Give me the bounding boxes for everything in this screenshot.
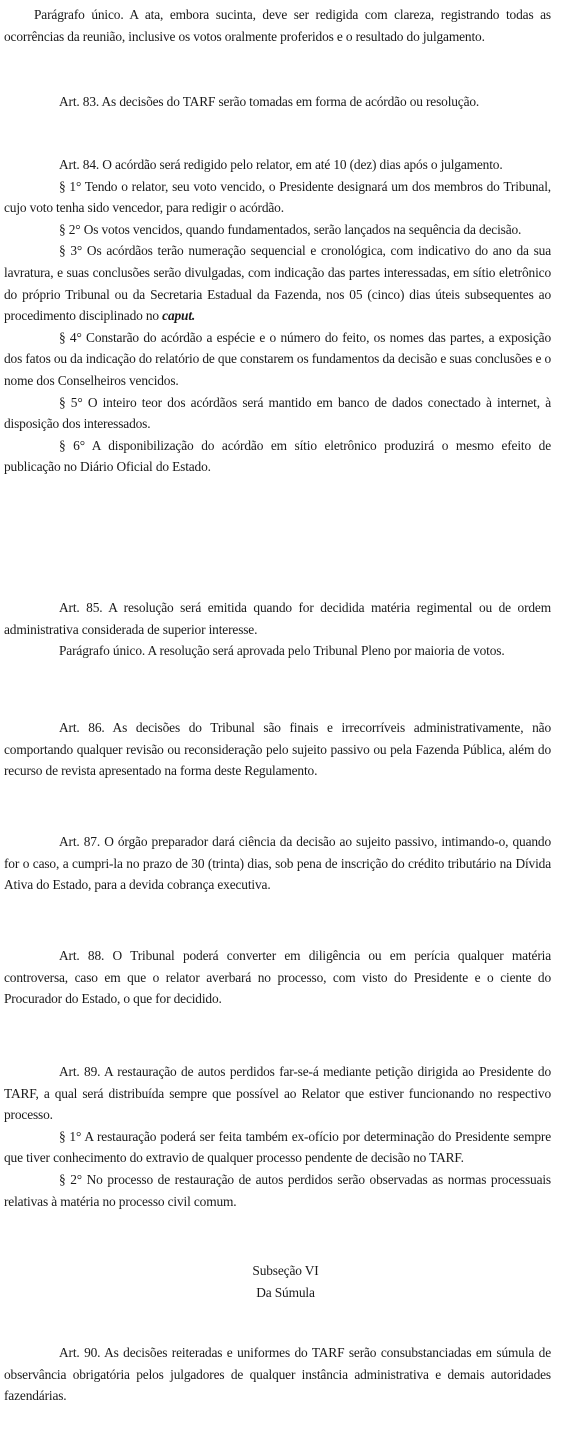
subsection-heading: Subseção VI (252, 1263, 319, 1278)
article-88: Art. 88. O Tribunal poderá converter em diligência ou em perícia qualquer matéria controversa, caso em que o relator averbará no processo, com visto do Presidente e o ciente do Procurador do Estado, o que for decidido. (4, 948, 551, 1007)
article-89: Art. 89. A restauração de autos perdidos far-se-á mediante petição dirigida ao Presidente do TARF, a qual será distribuída sempre que possível ao Relator que estiver funcionando no respectivo processo. (4, 1064, 551, 1123)
article-87-block (4, 831, 551, 896)
article-85: Art. 85. A resolução será emitida quando for decidida matéria regimental ou de ordem administrativa considerada de superior interesse. (4, 600, 551, 637)
caput-term: caput. (162, 308, 196, 324)
article-84-para-5: § 5° O inteiro teor dos acórdãos será mantido em banco de dados conectado à internet, à disposição dos interessados. (4, 394, 551, 432)
paragraph-block (4, 4, 551, 47)
article-84-block (4, 154, 551, 478)
article-87: Art. 87. O órgão preparador dará ciência da decisão ao sujeito passivo, intimando-o, quando for o caso, a cumpri-la no prazo de 30 (trinta) dias, sob pena de inscrição do crédito tributário na Dívida Ativa do Estado, para a devida cobrança executiva. (4, 834, 551, 893)
article-84-para-2: § 2° Os votos vencidos, quando fundamentados, serão lançados na sequência da decisão. (59, 221, 522, 237)
article-85-block (4, 597, 551, 662)
article-86-block (4, 717, 551, 782)
article-85-sole-paragraph: Parágrafo único. A resolução será aprovada pelo Tribunal Pleno por maioria de votos. (59, 643, 505, 659)
article-84: Art. 84. O acórdão será redigido pelo relator, em até 10 (dez) dias após o julgamento. (59, 157, 503, 172)
article-89-para-2: § 2° No processo de restauração de autos perdidos serão observadas as normas processuais relativas à matéria no processo civil comum. (4, 1171, 551, 1209)
article-84-para-1: § 1° Tendo o relator, seu voto vencido, o Presidente designará um dos membros do Tribunal, cujo voto tenha sido vencedor, para redigir o acórdão. (4, 178, 551, 216)
article-89-block (4, 1061, 551, 1212)
article-84-para-4: § 4° Constarão do acórdão a espécie e o número do feito, os nomes das partes, a exposição dos fatos ou da indicação do relatório de que constarem os fundamentos da decisão e suas conclusões e o nome dos Conselheiros vencidos. (4, 329, 551, 388)
article-90-block (4, 1342, 551, 1407)
article-84-para-3 (4, 240, 551, 326)
subsection-title: Da Súmula (256, 1285, 315, 1300)
sole-paragraph-ata: Parágrafo único. A ata, embora sucinta, deve ser redigida com clareza, registrando todas as ocorrências da reunião, inclusive os votos oralmente proferidos e o resultado do julgamento. (4, 7, 551, 44)
article-88-block (4, 945, 551, 1010)
article-84-para-6: § 6° A disponibilização do acórdão em sítio eletrônico produzirá o mesmo efeito de publicação no Diário Oficial do Estado. (4, 437, 551, 475)
article-83-block (4, 91, 551, 113)
article-86: Art. 86. As decisões do Tribunal são finais e irrecorríveis administrativamente, não comportando qualquer revisão ou reconsideração pelo sujeito passivo ou pela Fazenda Pública, além do recurso de revista apresentado na forma deste Regulamento. (4, 720, 551, 779)
article-89-para-1: § 1° A restauração poderá ser feita também ex-ofício por determinação do Presidente sempre que tiver conhecimento do extravio de qualquer processo pendente de decisão no TARF. (4, 1128, 551, 1166)
article-83: Art. 83. As decisões do TARF serão tomadas em forma de acórdão ou resolução. (59, 94, 480, 109)
article-84-para-3-text: § 3° Os acórdãos terão numeração sequencial e cronológica, com indicativo do ano da sua lavratura, e suas conclusões serão divulgadas, com indicação das partes interessadas, em sítio eletrônico do próprio Tribunal ou da Secretaria Estadual da Fazenda, nos 05 (cinco) dias úteis subsequentes ao procedimento disciplinado no (4, 243, 551, 324)
article-90: Art. 90. As decisões reiteradas e uniformes do TARF serão consubstanciadas em súmula de observância obrigatória pelos julgadores de qualquer instância administrativa e demais autoridades fazendárias. (4, 1345, 551, 1404)
